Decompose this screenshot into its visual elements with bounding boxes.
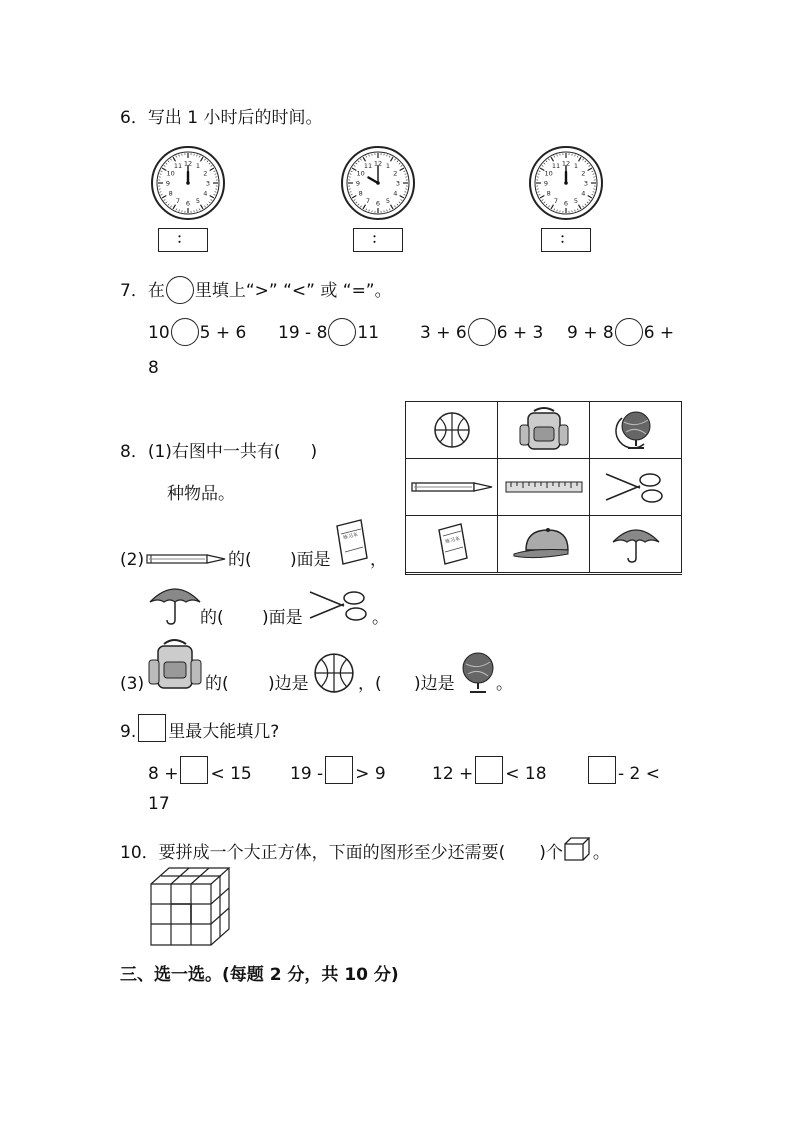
clock-number: 5: [573, 196, 579, 205]
grid-cell: [498, 402, 590, 459]
globe-icon: [616, 408, 656, 452]
grid-cell: [406, 516, 498, 573]
clock-number: 4: [581, 189, 586, 198]
expr-left: 9 + 8: [567, 323, 614, 343]
q10-main: 10．要拼成一个大正方体，下面的图形至少还需要(: [120, 843, 506, 863]
q8-p3-mid3: ，(: [358, 674, 382, 694]
q8-line2: 种物品。: [167, 484, 235, 504]
clock-icon: [340, 145, 416, 221]
expr-right: 6 + 3: [496, 323, 544, 343]
clock-number: 12: [183, 159, 193, 168]
grid-cell: [590, 516, 682, 573]
q7-prefix: 7．在: [120, 281, 165, 301]
q7-item: [420, 318, 543, 346]
answer-box[interactable]: [180, 756, 208, 784]
q9-wrap: 17: [148, 794, 170, 814]
clock-number: 2: [203, 169, 208, 178]
expr-right: 11: [357, 323, 380, 343]
clock-pivot: [186, 181, 190, 185]
clock-number: 11: [363, 162, 373, 171]
clock-number: 12: [373, 159, 383, 168]
q8-p3-start: (3): [120, 674, 145, 694]
q9-item: [432, 756, 547, 784]
clock-number: 10: [166, 169, 175, 178]
clock-number: 8: [168, 189, 173, 198]
cap-icon: [512, 526, 576, 562]
section-3-title: 三、选一选。(每题 2 分，共 10 分): [120, 965, 399, 985]
backpack-icon: [146, 638, 204, 692]
items-grid: [405, 401, 682, 575]
ruler-icon: [505, 480, 583, 494]
clock-number: 6: [375, 199, 381, 208]
backpack-icon: [516, 407, 572, 453]
q8-p3-end: 。: [496, 674, 513, 694]
q8-p2b-mid2: )面是: [262, 608, 303, 628]
globe-icon: [458, 650, 498, 696]
clock-number: 2: [393, 169, 398, 178]
q7-wrap: 8: [148, 358, 159, 378]
expr-right: > 9: [355, 764, 386, 784]
q10-text: [120, 836, 610, 865]
clock-number: 4: [393, 189, 398, 198]
grid-cell: [406, 402, 498, 459]
q7-item: [278, 318, 379, 346]
grid-cell: [590, 402, 682, 459]
q9-item: [148, 756, 252, 784]
clock-number: 7: [175, 196, 181, 205]
answer-box[interactable]: [325, 756, 353, 784]
clock-number: 11: [551, 162, 561, 171]
notebook-icon: [333, 518, 371, 568]
answer-circle[interactable]: [615, 318, 643, 346]
square-box-icon: [138, 714, 166, 742]
clock-icon: [528, 145, 604, 221]
umbrella-icon: [148, 582, 202, 626]
expr-left: 3 + 6: [420, 323, 467, 343]
grid-cell: [498, 459, 590, 516]
clock-number: 10: [544, 169, 553, 178]
answer-circle[interactable]: [171, 318, 199, 346]
clock-number: 8: [546, 189, 551, 198]
clock-number: 1: [385, 162, 391, 171]
clock-pivot: [564, 181, 568, 185]
grid-cell: [406, 459, 498, 516]
q8-line1: [120, 440, 317, 464]
grid-cell: [498, 516, 590, 573]
small-cube-icon: [563, 836, 593, 862]
q9-suffix: 里最大能填几?: [168, 722, 280, 742]
answer-circle[interactable]: [328, 318, 356, 346]
clock-number: 1: [573, 162, 579, 171]
q9-item: [586, 756, 660, 784]
clock-number: 9: [543, 179, 549, 188]
clock-number: 6: [185, 199, 191, 208]
clock-number: 7: [553, 196, 559, 205]
clock-pivot: [376, 181, 380, 185]
q8-p2b-end: 。: [372, 608, 389, 628]
notebook-label: 练习本: [444, 535, 461, 546]
basketball-icon: [313, 652, 355, 694]
q8-p3-mid2: )边是: [268, 674, 309, 694]
clock-number: 9: [355, 179, 361, 188]
clock-number: 3: [205, 179, 211, 188]
clock-number: 2: [581, 169, 586, 178]
expr-right: < 15: [210, 764, 252, 784]
answer-blank[interactable]: [386, 674, 416, 694]
clock-number: 5: [385, 196, 391, 205]
clock-number: 8: [358, 189, 363, 198]
umbrella-icon: [611, 524, 661, 564]
expr-left: 19 - 8: [278, 323, 328, 343]
q8-p2-mid2: )面是: [290, 550, 331, 570]
basketball-icon: [432, 410, 472, 450]
q9-item: [290, 756, 386, 784]
q9-prefix: 9.: [120, 722, 137, 742]
grid-cell: [590, 459, 682, 516]
scissors-icon: [604, 470, 668, 504]
clock-number: 6: [563, 199, 569, 208]
clock-number: 5: [195, 196, 201, 205]
expr-right: < 18: [505, 764, 547, 784]
q8-p3-mid1: 的(: [205, 674, 229, 694]
time-answer-box[interactable]: ：: [158, 228, 208, 252]
time-answer-box[interactable]: ：: [541, 228, 591, 252]
pencil-icon: [145, 552, 227, 566]
q7-title: [120, 276, 392, 304]
time-answer-box[interactable]: ：: [353, 228, 403, 252]
clock-number: 9: [165, 179, 171, 188]
clock-number: 1: [195, 162, 201, 171]
q8-p2-start: (2): [120, 550, 145, 570]
clock-number: 3: [395, 179, 401, 188]
q8-line1-end: ): [310, 442, 318, 462]
compare-circle-icon: [166, 276, 194, 304]
expr-right: - 2 <: [618, 764, 661, 784]
clock-number: 3: [583, 179, 589, 188]
clock-number: 4: [203, 189, 208, 198]
stacked-cubes-icon: [150, 866, 232, 946]
expr-right: 5 + 6: [199, 323, 247, 343]
answer-blank[interactable]: [252, 550, 286, 570]
clock-number: 11: [173, 162, 183, 171]
q10-mid: )个: [539, 843, 563, 863]
clock-number: 10: [356, 169, 365, 178]
answer-circle[interactable]: [468, 318, 496, 346]
expr-left: 12 +: [432, 764, 474, 784]
answer-blank[interactable]: [225, 608, 259, 628]
scissors-icon: [308, 588, 372, 624]
clock-icon: [150, 145, 226, 221]
notebook-label: 练习本: [342, 531, 359, 542]
q8-p2-end: ，: [370, 550, 387, 570]
answer-box[interactable]: [588, 756, 616, 784]
answer-box[interactable]: [475, 756, 503, 784]
expr-left: 19 -: [290, 764, 324, 784]
clock-number: 7: [365, 196, 371, 205]
q8-line1-text: 8．(1)右图中一共有(: [120, 442, 281, 462]
expr-right: 6 +: [643, 323, 675, 343]
q7-item: [567, 318, 674, 346]
q9-title: [120, 714, 279, 744]
pencil-icon: [410, 479, 494, 495]
q7-suffix: 里填上“>” “<” 或 “=”。: [194, 281, 392, 301]
notebook-icon: [435, 522, 469, 566]
answer-blank[interactable]: [230, 674, 264, 694]
q8-p3-mid4: )边是: [414, 674, 455, 694]
q8-p2-mid1: 的(: [228, 550, 252, 570]
q10-end: 。: [592, 843, 610, 863]
clock-number: 12: [561, 159, 571, 168]
q7-item: [148, 318, 246, 346]
q8-p2b-mid1: 的(: [200, 608, 224, 628]
expr-left: 10: [148, 323, 170, 343]
expr-left: 8 +: [148, 764, 179, 784]
q6-text: 6．写出 1 小时后的时间。: [120, 108, 323, 128]
